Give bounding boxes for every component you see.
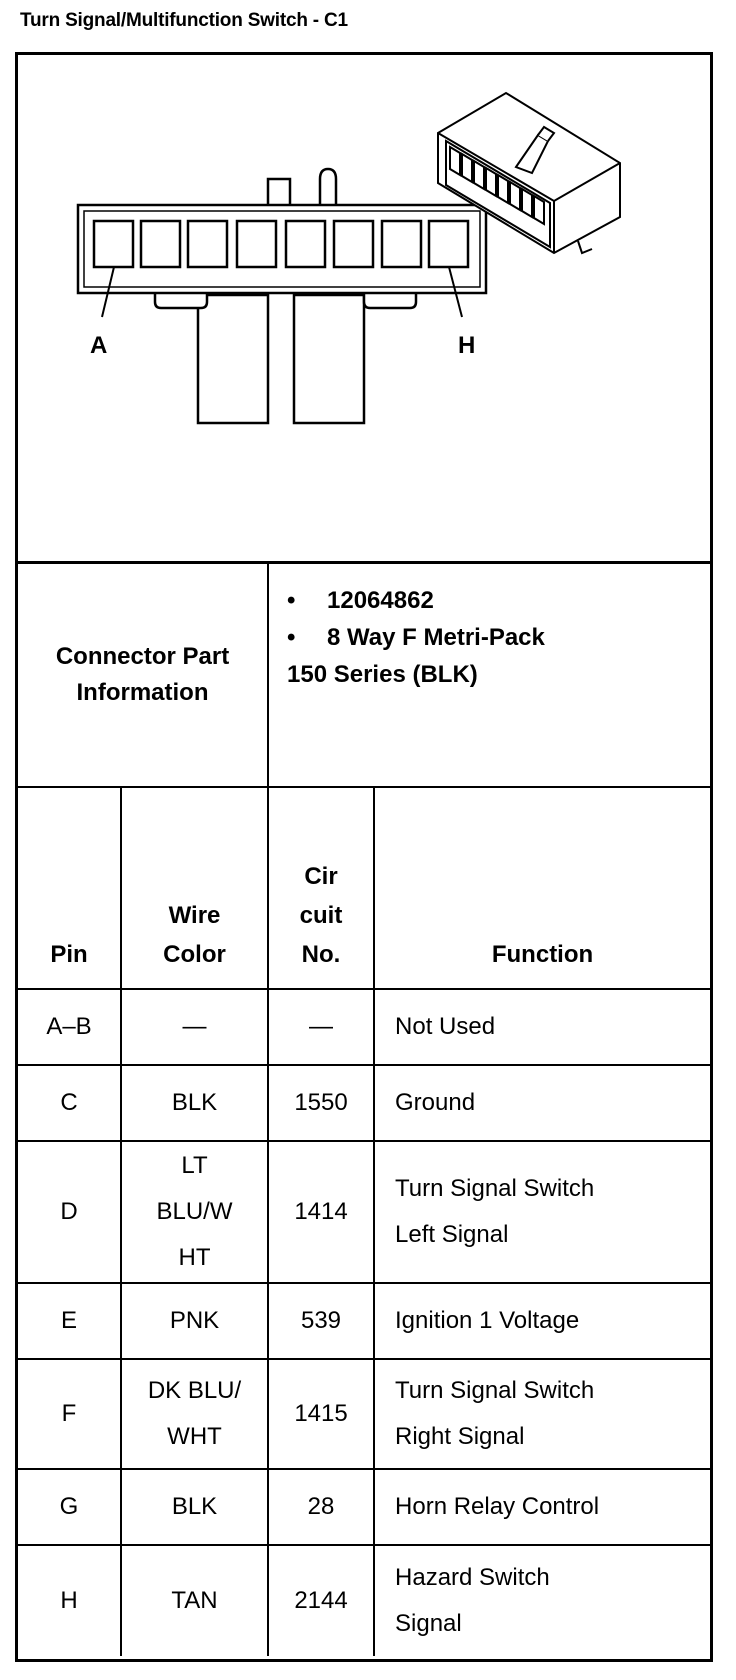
pin-cell: H <box>18 1545 121 1656</box>
table-row <box>18 1359 710 1469</box>
circuit-cell: 1550 <box>268 1065 374 1141</box>
header-wire-color: Wire Color <box>121 787 268 989</box>
header-function: Function <box>374 787 710 989</box>
function-cell: Horn Relay Control <box>374 1469 710 1545</box>
wire-color-cell: PNK <box>121 1283 268 1359</box>
circuit-cell: 1415 <box>268 1359 374 1469</box>
table-row <box>18 1469 710 1545</box>
connector-series: 150 Series (BLK) <box>287 661 478 688</box>
wire-bundle-left <box>198 295 268 423</box>
table-row <box>18 1545 710 1656</box>
pin-h-label: H <box>458 332 476 359</box>
wire-color-cell: DK BLU/ WHT <box>121 1359 268 1469</box>
connector-body <box>78 205 486 293</box>
lock-tab <box>320 169 336 209</box>
table-row <box>18 989 710 1065</box>
pin-cell: F <box>18 1359 121 1469</box>
header-pin: Pin <box>18 787 121 989</box>
wire-bundle-right <box>294 295 364 423</box>
connector-diagram <box>18 55 710 561</box>
pin-cell: D <box>18 1141 121 1283</box>
function-cell: Ground <box>374 1065 710 1141</box>
wire-color-cell: BLK <box>121 1065 268 1141</box>
function-cell: Not Used <box>374 989 710 1065</box>
pin-cell: C <box>18 1065 121 1141</box>
connector-info-table <box>18 561 710 1656</box>
table-row <box>18 1065 710 1141</box>
circuit-cell: 2144 <box>268 1545 374 1656</box>
pin-cell: E <box>18 1283 121 1359</box>
circuit-cell: 1414 <box>268 1141 374 1283</box>
wire-color-cell: BLK <box>121 1469 268 1545</box>
circuit-cell: 28 <box>268 1469 374 1545</box>
connector-part-info-values <box>268 563 710 788</box>
function-cell: Turn Signal Switch Right Signal <box>374 1359 710 1469</box>
table-row <box>18 1283 710 1359</box>
table-row <box>18 1141 710 1283</box>
page-title: Turn Signal/Multifunction Switch - C1 <box>20 10 348 31</box>
wire-color-cell: TAN <box>121 1545 268 1656</box>
pin-cell: G <box>18 1469 121 1545</box>
connector-type: • 8 Way F Metri-Pack <box>287 624 545 651</box>
circuit-cell: 539 <box>268 1283 374 1359</box>
header-circuit-no: Cir cuit No. <box>268 787 374 989</box>
wire-color-cell: LT BLU/W HT <box>121 1141 268 1283</box>
circuit-cell: — <box>268 989 374 1065</box>
part-number: • 12064862 <box>287 587 434 614</box>
wire-color-cell: — <box>121 989 268 1065</box>
function-cell: Hazard Switch Signal <box>374 1545 710 1656</box>
connector-table-frame <box>15 52 713 1662</box>
function-cell: Turn Signal Switch Left Signal <box>374 1141 710 1283</box>
function-cell: Ignition 1 Voltage <box>374 1283 710 1359</box>
pin-a-label: A <box>90 332 108 359</box>
connector-part-info-label: Connector Part Information <box>18 563 268 788</box>
pin-cell: A–B <box>18 989 121 1065</box>
